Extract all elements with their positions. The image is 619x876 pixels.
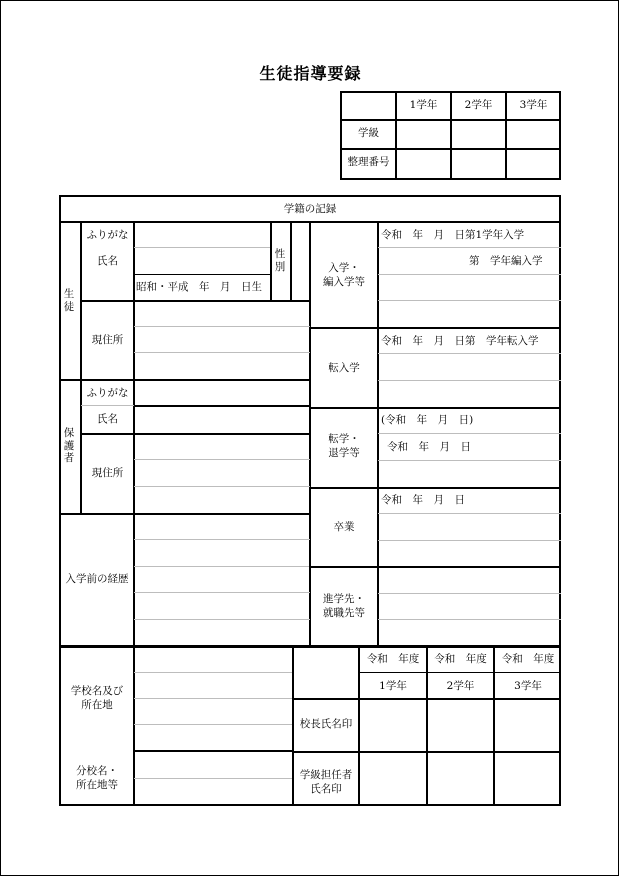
page-title: 生徒指導要録 <box>259 64 362 83</box>
admission-label-line2: 編入学等 <box>323 276 365 288</box>
branch-label-line2: 所在地等 <box>76 779 118 791</box>
header-row-class: 学級 <box>358 127 379 139</box>
transfer-out-label-line1: 転学・ <box>328 433 360 445</box>
header-row-number: 整理番号 <box>347 156 390 168</box>
student-name-label: 氏名 <box>97 255 118 267</box>
destination-label-line1: 進学先・ <box>323 593 365 605</box>
destination-label-line2: 就職先等 <box>323 607 365 619</box>
school-label-line1: 学校名及び <box>70 685 124 697</box>
header-col-1: 1学年 <box>409 99 438 111</box>
student-section-label: 生徒 <box>63 288 75 313</box>
grade-header-1: 1学年 <box>379 680 407 692</box>
principal-label: 校長氏名印 <box>299 718 353 730</box>
year-header-2: 令和 年度 <box>434 653 487 665</box>
year-header-1: 令和 年度 <box>366 653 420 665</box>
year-header-3: 令和 年度 <box>501 653 555 665</box>
guardian-address-label: 現住所 <box>91 467 124 479</box>
header-col-2: 2学年 <box>464 99 493 111</box>
student-gender-label: 性別 <box>274 248 286 273</box>
admission-label-line1: 入学・ <box>328 262 360 274</box>
transfer-in-label: 転入学 <box>328 362 360 374</box>
homeroom-label-line1: 学級担任者 <box>299 769 353 781</box>
grade-header-2: 2学年 <box>446 680 475 692</box>
homeroom-label-line2: 氏名印 <box>310 783 342 795</box>
transfer-out-line2: 令和 年 月 日 <box>387 441 471 453</box>
graduation-line1: 令和 年 月 日 <box>381 494 465 506</box>
transfer-out-label-line2: 退学等 <box>328 447 360 459</box>
record-title: 学籍の記録 <box>283 203 337 215</box>
guardian-name-label: 氏名 <box>97 413 118 425</box>
graduation-label: 卒業 <box>333 521 355 533</box>
school-label-line2: 所在地 <box>81 699 113 711</box>
header-col-3: 3学年 <box>519 99 548 111</box>
admission-line1: 令和 年 月 日第1学年入学 <box>381 229 525 241</box>
student-furigana-label: ふりがな <box>86 229 129 241</box>
pre-history-label: 入学前の経歴 <box>65 573 129 585</box>
student-address-label: 現住所 <box>91 334 124 346</box>
guardian-section-label: 保護者 <box>63 427 75 464</box>
transfer-out-line1: (令和 年 月 日) <box>381 414 474 426</box>
admission-line2: 第 学年編入学 <box>469 255 543 267</box>
branch-label-line1: 分校名・ <box>76 765 118 777</box>
guardian-furigana-label: ふりがな <box>86 387 129 399</box>
student-birth-text: 昭和・平成 年 月 日生 <box>136 281 262 293</box>
grade-header-3: 3学年 <box>514 680 542 692</box>
transfer-in-line1: 令和 年 月 日第 学年転入学 <box>381 335 539 347</box>
